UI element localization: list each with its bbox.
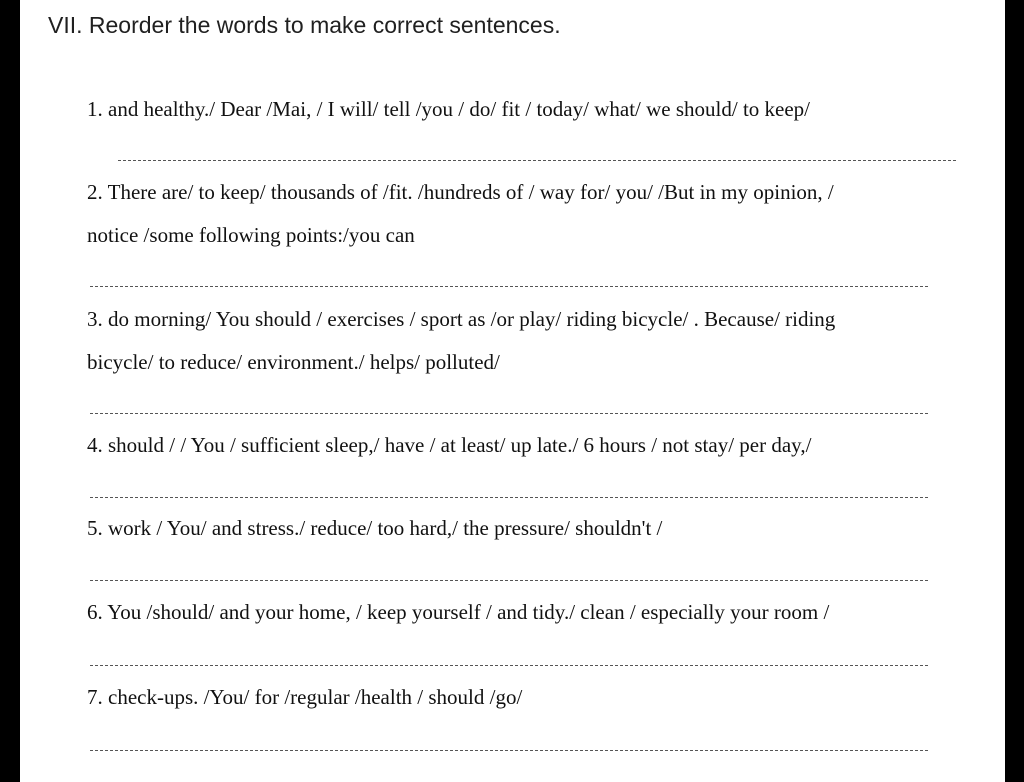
item-3-line-1 xyxy=(87,298,987,341)
item-prompt: work / You/ and stress./ reduce/ too hard,/ the pressure/ shouldn't / xyxy=(108,516,663,540)
item-number: 1. xyxy=(87,97,103,121)
exercise-item-6 xyxy=(87,591,987,634)
exercise-title: VII. Reorder the words to make correct sentences. xyxy=(48,12,561,38)
item-prompt: You /should/ and your home, / keep yourself / and tidy./ clean / especially your room / xyxy=(107,600,830,624)
exercise-item-1 xyxy=(87,88,987,131)
item-prompt: should / / You / sufficient sleep,/ have / at least/ up late./ 6 hours / not stay/ per day,/ xyxy=(108,433,812,457)
item-number: 3. xyxy=(87,307,103,331)
item-5-line-1 xyxy=(87,507,987,550)
item-number: 6. xyxy=(87,600,103,624)
exercise-item-7 xyxy=(87,676,987,719)
item-number: 2. xyxy=(87,180,103,204)
item-4-line-1 xyxy=(87,424,987,467)
exercise-item-5 xyxy=(87,507,987,550)
answer-line-7[interactable] xyxy=(90,750,928,751)
answer-line-4[interactable] xyxy=(90,497,928,498)
item-1-line-1 xyxy=(87,88,987,131)
exercise-item-3 xyxy=(87,298,987,384)
item-3-line-2: bicycle/ to reduce/ environment./ helps/ polluted/ xyxy=(87,350,500,374)
exercise-item-2 xyxy=(87,171,987,257)
item-prompt: check-ups. /You/ for /regular /health / should /go/ xyxy=(108,685,523,709)
item-prompt: There are/ to keep/ thousands of /fit. /hundreds of / way for/ you/ /But in my opinion, / xyxy=(107,180,834,204)
answer-line-2[interactable] xyxy=(90,286,928,287)
item-number: 7. xyxy=(87,685,103,709)
item-7-line-1 xyxy=(87,676,987,719)
item-2-line-2: notice /some following points:/you can xyxy=(87,223,415,247)
item-number: 4. xyxy=(87,433,103,457)
exercise-item-4 xyxy=(87,424,987,467)
item-number: 5. xyxy=(87,516,103,540)
item-6-line-1 xyxy=(87,591,987,634)
item-prompt: do morning/ You should / exercises / sport as /or play/ riding bicycle/ . Because/ riding xyxy=(108,307,836,331)
item-2-line-1 xyxy=(87,171,987,214)
item-prompt: and healthy./ Dear /Mai, / I will/ tell /you / do/ fit / today/ what/ we should/ to keep/ xyxy=(108,97,811,121)
answer-line-3[interactable] xyxy=(90,413,928,414)
answer-line-5[interactable] xyxy=(90,580,928,581)
answer-line-1[interactable] xyxy=(118,160,956,161)
answer-line-6[interactable] xyxy=(90,665,928,666)
worksheet-page xyxy=(20,0,1005,782)
